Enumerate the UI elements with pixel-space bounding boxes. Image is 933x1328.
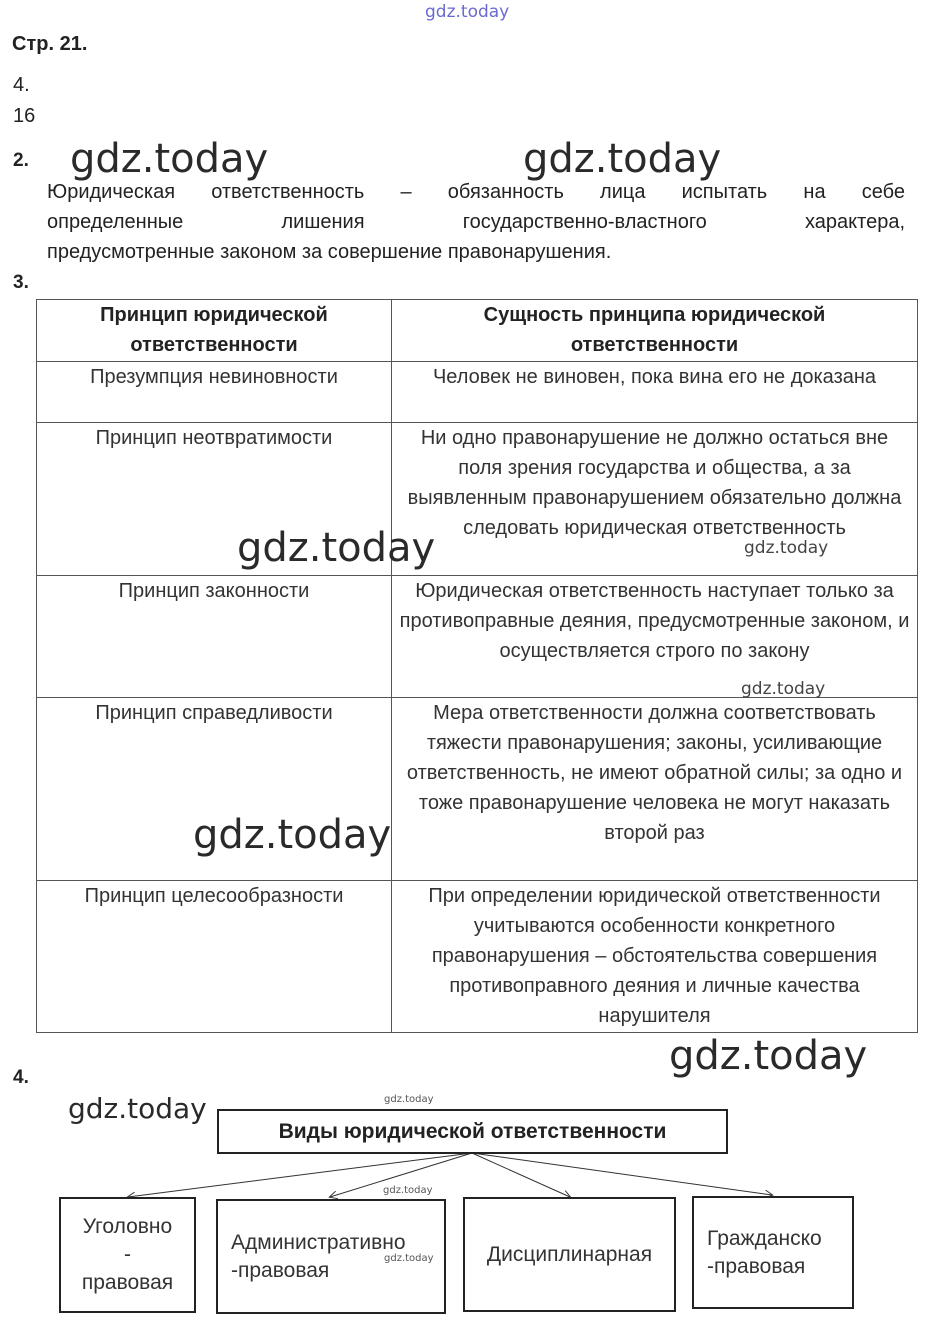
watermark: gdz.today xyxy=(70,136,269,182)
top-watermark: gdz.today xyxy=(425,2,510,22)
watermark: gdz.today xyxy=(193,812,392,858)
watermark: gdz.today xyxy=(384,1094,434,1105)
watermark: gdz.today xyxy=(669,1033,868,1079)
task4-number: 4. xyxy=(13,1067,29,1088)
essence-cell: Юридическая ответственность наступает только за противоправные деяния, предусмотренные законом, и осуществляется строго по закону xyxy=(392,576,918,698)
watermark: gdz.today xyxy=(384,1253,434,1264)
task3-number: 3. xyxy=(13,272,29,293)
arrow-line xyxy=(472,1153,772,1195)
watermark: gdz.today xyxy=(523,136,722,182)
watermark: gdz.today xyxy=(383,1185,433,1196)
header-principle: Принцип юридической ответственности xyxy=(37,300,392,362)
watermark: gdz.today xyxy=(68,1092,207,1125)
principle-cell: Принцип целесообразности xyxy=(37,881,392,1033)
child-box-label: Административно -правовая xyxy=(231,1230,406,1282)
line-4: 4. xyxy=(13,74,30,96)
task2-line: Юридическая ответственность – обязанность лица испытать на себе xyxy=(47,181,905,203)
essence-cell: При определении юридической ответственности учитываются особенности конкретного правонарушения – обстоятельства совершения противоправного деяния и личные качества нарушителя xyxy=(392,881,918,1033)
task2-line: предусмотренные законом за совершение правонарушения. xyxy=(47,241,612,263)
page-label: Стр. 21. xyxy=(12,33,88,55)
child-box-criminal xyxy=(59,1197,196,1313)
watermark: gdz.today xyxy=(237,525,436,571)
essence-cell: Человек не виновен, пока вина его не доказана xyxy=(392,362,918,423)
principle-cell: Принцип справедливости xyxy=(37,698,392,881)
child-box-civil xyxy=(692,1196,854,1309)
line-16: 16 xyxy=(13,105,36,127)
watermark: gdz.today xyxy=(741,679,826,699)
child-box-label: Уголовно - правовая xyxy=(81,1215,174,1294)
child-box-disciplinary xyxy=(463,1197,676,1312)
child-box-label: Гражданско -правовая xyxy=(707,1226,822,1278)
essence-cell: Ни одно правонарушение не должно остаться вне поля зрения государства и общества, а за выявленным правонарушением обязательно должна следовать юридическая ответственность xyxy=(392,423,918,576)
principle-cell: Принцип неотвратимости xyxy=(37,423,392,576)
child-box-label: Дисциплинарная xyxy=(486,1242,653,1266)
essence-cell: Мера ответственности должна соответствовать тяжести правонарушения; законы, усиливающие ответственность, не имеют обратной силы; за одно и тоже правонарушение человека не могут наказать второй раз xyxy=(392,698,918,881)
watermark: gdz.today xyxy=(744,538,829,558)
header-essence: Сущность принципа юридической ответственности xyxy=(392,300,918,362)
root-box: Виды юридической ответственности xyxy=(217,1109,728,1154)
principle-cell: Принцип законности xyxy=(37,576,392,698)
principle-cell: Презумпция невиновности xyxy=(37,362,392,423)
task2-number: 2. xyxy=(13,150,29,171)
task2-line: определенные лишения государственно-властного характера, xyxy=(47,211,905,233)
